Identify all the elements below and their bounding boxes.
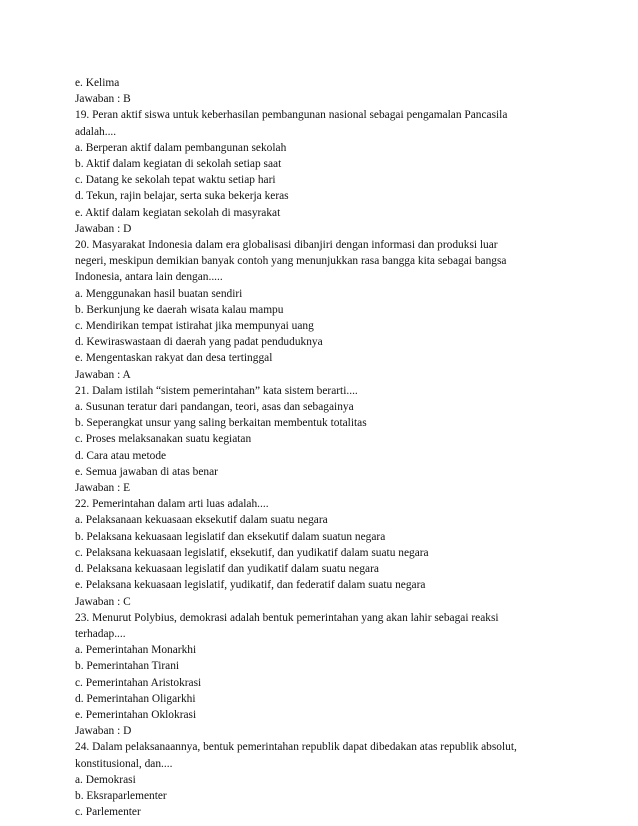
answer-key: Jawaban : C — [75, 595, 131, 608]
answer-option: c. Proses melaksanakan suatu kegiatan — [75, 433, 252, 446]
question-block — [75, 107, 575, 237]
answer-option: c. Parlementer — [75, 806, 141, 819]
answer-option: b. Pemerintahan Tirani — [75, 660, 180, 673]
answer-option: d. Cara atau metode — [75, 449, 167, 462]
answer-option: b. Eksraparlementer — [75, 789, 167, 802]
answer-option: e. Aktif dalam kegiatan sekolah di masyrakat — [75, 206, 281, 219]
question-block — [75, 610, 575, 740]
answer-option: a. Pemerintahan Monarkhi — [75, 644, 197, 657]
answer-option: a. Menggunakan hasil buatan sendiri — [75, 287, 243, 300]
question-block — [75, 739, 575, 820]
answer-option: c. Mendirikan tempat istirahat jika mempunyai uang — [75, 320, 314, 333]
answer-option: d. Pemerintahan Oligarkhi — [75, 692, 196, 705]
question-stem-line: 19. Peran aktif siswa untuk keberhasilan pembangunan nasional sebagai pengamalan Pancasila — [75, 109, 508, 122]
answer-option: d. Pelaksana kekuasaan legislatif dan yudikatif dalam suatu negara — [75, 563, 379, 576]
answer-option: b. Aktif dalam kegiatan di sekolah setiap saat — [75, 158, 282, 171]
answer-option: d. Kewiraswastaan di daerah yang padat penduduknya — [75, 336, 323, 349]
answer-option: e. Pelaksana kekuasaan legislatif, yudikatif, dan federatif dalam suatu negara — [75, 579, 426, 592]
option-e-line: e. Kelima — [75, 77, 120, 89]
answer-option: c. Pelaksana kekuasaan legislatif, eksekutif, dan yudikatif dalam suatu negara — [75, 546, 429, 559]
answer-option: b. Seperangkat unsur yang saling berkaitan membentuk totalitas — [75, 417, 367, 430]
question-stem-line: konstitusional, dan.... — [75, 757, 173, 770]
question-block — [75, 237, 575, 383]
question-stem-line: negeri, meskipun demikian banyak contoh yang menunjukkan rasa bangga kita sebagai bangsa — [75, 255, 507, 268]
answer-line: Jawaban : B — [75, 93, 131, 106]
answer-option: e. Mengentaskan rakyat dan desa tertinggal — [75, 352, 273, 365]
answer-key: Jawaban : D — [75, 222, 132, 235]
answer-option: a. Susunan teratur dari pandangan, teori, asas dan sebagainya — [75, 401, 354, 414]
answer-option: e. Pemerintahan Oklokrasi — [75, 708, 197, 721]
answer-option: b. Pelaksana kekuasaan legislatif dan eksekutif dalam suatun negara — [75, 530, 386, 543]
question-stem-line: 20. Masyarakat Indonesia dalam era globalisasi dibanjiri dengan informasi dan produksi luar — [75, 239, 498, 252]
answer-option: a. Berperan aktif dalam pembangunan sekolah — [75, 141, 287, 154]
answer-key: Jawaban : A — [75, 368, 131, 381]
question-list — [75, 107, 575, 820]
answer-key: Jawaban : E — [75, 482, 131, 495]
answer-option: a. Pelaksanaan kekuasaan eksekutif dalam suatu negara — [75, 514, 328, 527]
question-stem-line: 24. Dalam pelaksanaannya, bentuk pemerintahan republik dapat dibedakan atas republik absolut, — [75, 741, 517, 754]
question-stem-line: terhadap.... — [75, 627, 126, 640]
answer-option: e. Semua jawaban di atas benar — [75, 465, 218, 478]
document-page — [75, 75, 575, 820]
answer-key: Jawaban : D — [75, 725, 132, 738]
answer-option: c. Datang ke sekolah tepat waktu setiap hari — [75, 174, 276, 187]
answer-option: c. Pemerintahan Aristokrasi — [75, 676, 202, 689]
answer-option: d. Tekun, rajin belajar, serta suka bekerja keras — [75, 190, 289, 203]
question-stem-line: 21. Dalam istilah “sistem pemerintahan” kata sistem berarti.... — [75, 384, 358, 397]
question-stem-line: adalah.... — [75, 125, 117, 138]
question-stem-line: 22. Pemerintahan dalam arti luas adalah.... — [75, 498, 269, 511]
question-block — [75, 383, 575, 496]
answer-option: b. Berkunjung ke daerah wisata kalau mampu — [75, 303, 284, 316]
answer-option: a. Demokrasi — [75, 773, 136, 786]
question-stem-line: Indonesia, antara lain dengan..... — [75, 271, 223, 284]
question-stem-line: 23. Menurut Polybius, demokrasi adalah bentuk pemerintahan yang akan lahir sebagai reaksi — [75, 611, 499, 624]
question-block — [75, 496, 575, 609]
